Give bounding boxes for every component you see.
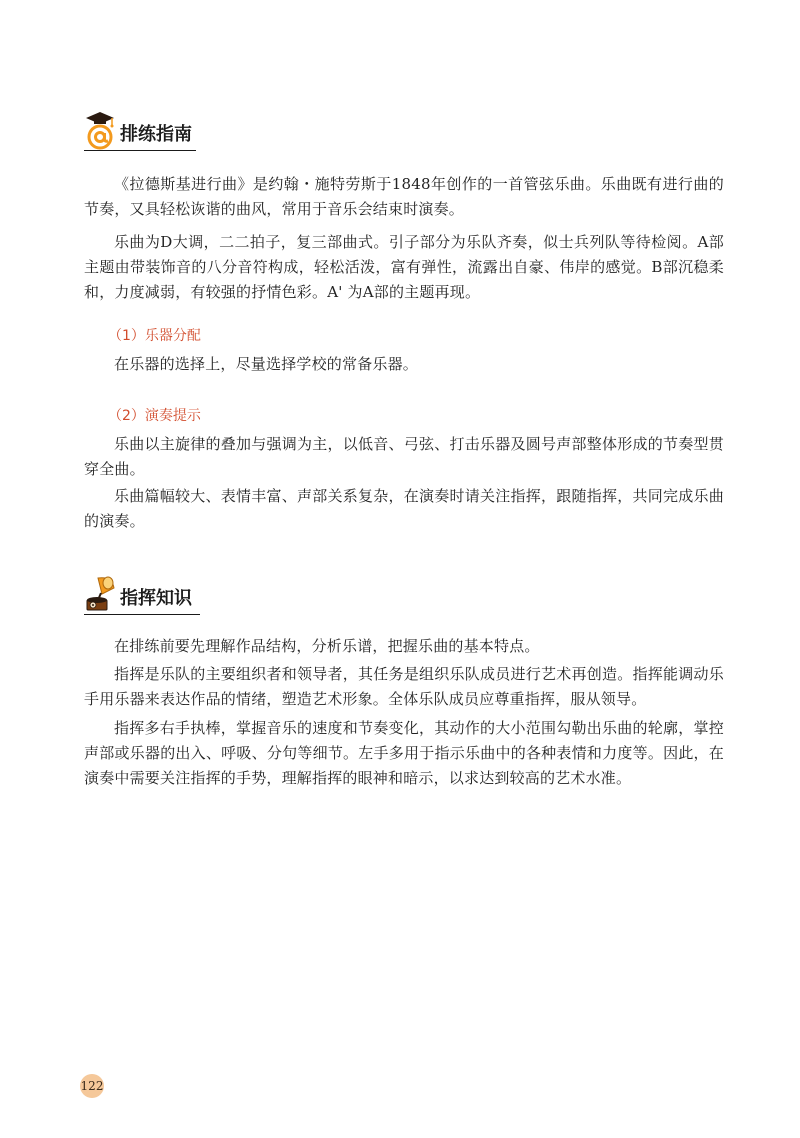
paragraph: 《拉德斯基进行曲》是约翰・施特劳斯于1848年创作的一首管弦乐曲。乐曲既有进行曲的节奏，又具轻松诙谐的曲风，常用于音乐会结束时演奏。 — [84, 175, 724, 218]
at-graduation-cap-icon — [84, 110, 116, 150]
subsection-heading: （1）乐器分配 — [108, 328, 201, 344]
paragraph: 乐曲篇幅较大、表情丰富、声部关系复杂，在演奏时请关注指挥，跟随指挥，共同完成乐曲的演奏。 — [84, 487, 724, 530]
section-header-conducting-knowledge — [84, 574, 192, 614]
paragraph: 在排练前要先理解作品结构，分析乐谱，把握乐曲的基本特点。 — [114, 637, 540, 655]
subsection-heading: （2）演奏提示 — [108, 408, 201, 424]
paragraph: 指挥多右手执棒，掌握音乐的速度和节奏变化，其动作的大小范围勾勒出乐曲的轮廓，掌控声部或乐器的出入、呼吸、分句等细节。左手多用于指示乐曲中的各种表情和力度等。因此，在演奏中需要关注指挥的手势，理解指挥的眼神和暗示，以求达到较高的艺术水准。 — [84, 719, 724, 787]
paragraph: 在乐器的选择上，尽量选择学校的常备乐器。 — [114, 355, 419, 373]
paragraph: 指挥是乐队的主要组织者和领导者，其任务是组织乐队成员进行艺术再创造。指挥能调动乐手用乐器来表达作品的情绪，塑造艺术形象。全体乐队成员应尊重指挥，服从领导。 — [84, 665, 724, 708]
gramophone-icon — [84, 574, 116, 614]
paragraph: 乐曲以主旋律的叠加与强调为主，以低音、弓弦、打击乐器及圆号声部整体形成的节奏型贯穿全曲。 — [84, 435, 724, 478]
section-header-rehearsal-guide — [84, 110, 192, 150]
section-title: 排练指南 — [120, 124, 192, 145]
section-title: 指挥知识 — [120, 588, 192, 609]
section-underline — [84, 150, 196, 151]
paragraph: 乐曲为D大调，二二拍子，复三部曲式。引子部分为乐队齐奏，似士兵列队等待检阅。A部主题由带装饰音的八分音符构成，轻松活泼，富有弹性，流露出自豪、伟岸的感觉。B部沉稳柔和，力度减弱，有较强的抒情色彩。A' 为A部的主题再现。 — [84, 233, 724, 301]
section-underline — [84, 614, 200, 615]
page-number: 122 — [80, 1074, 104, 1098]
